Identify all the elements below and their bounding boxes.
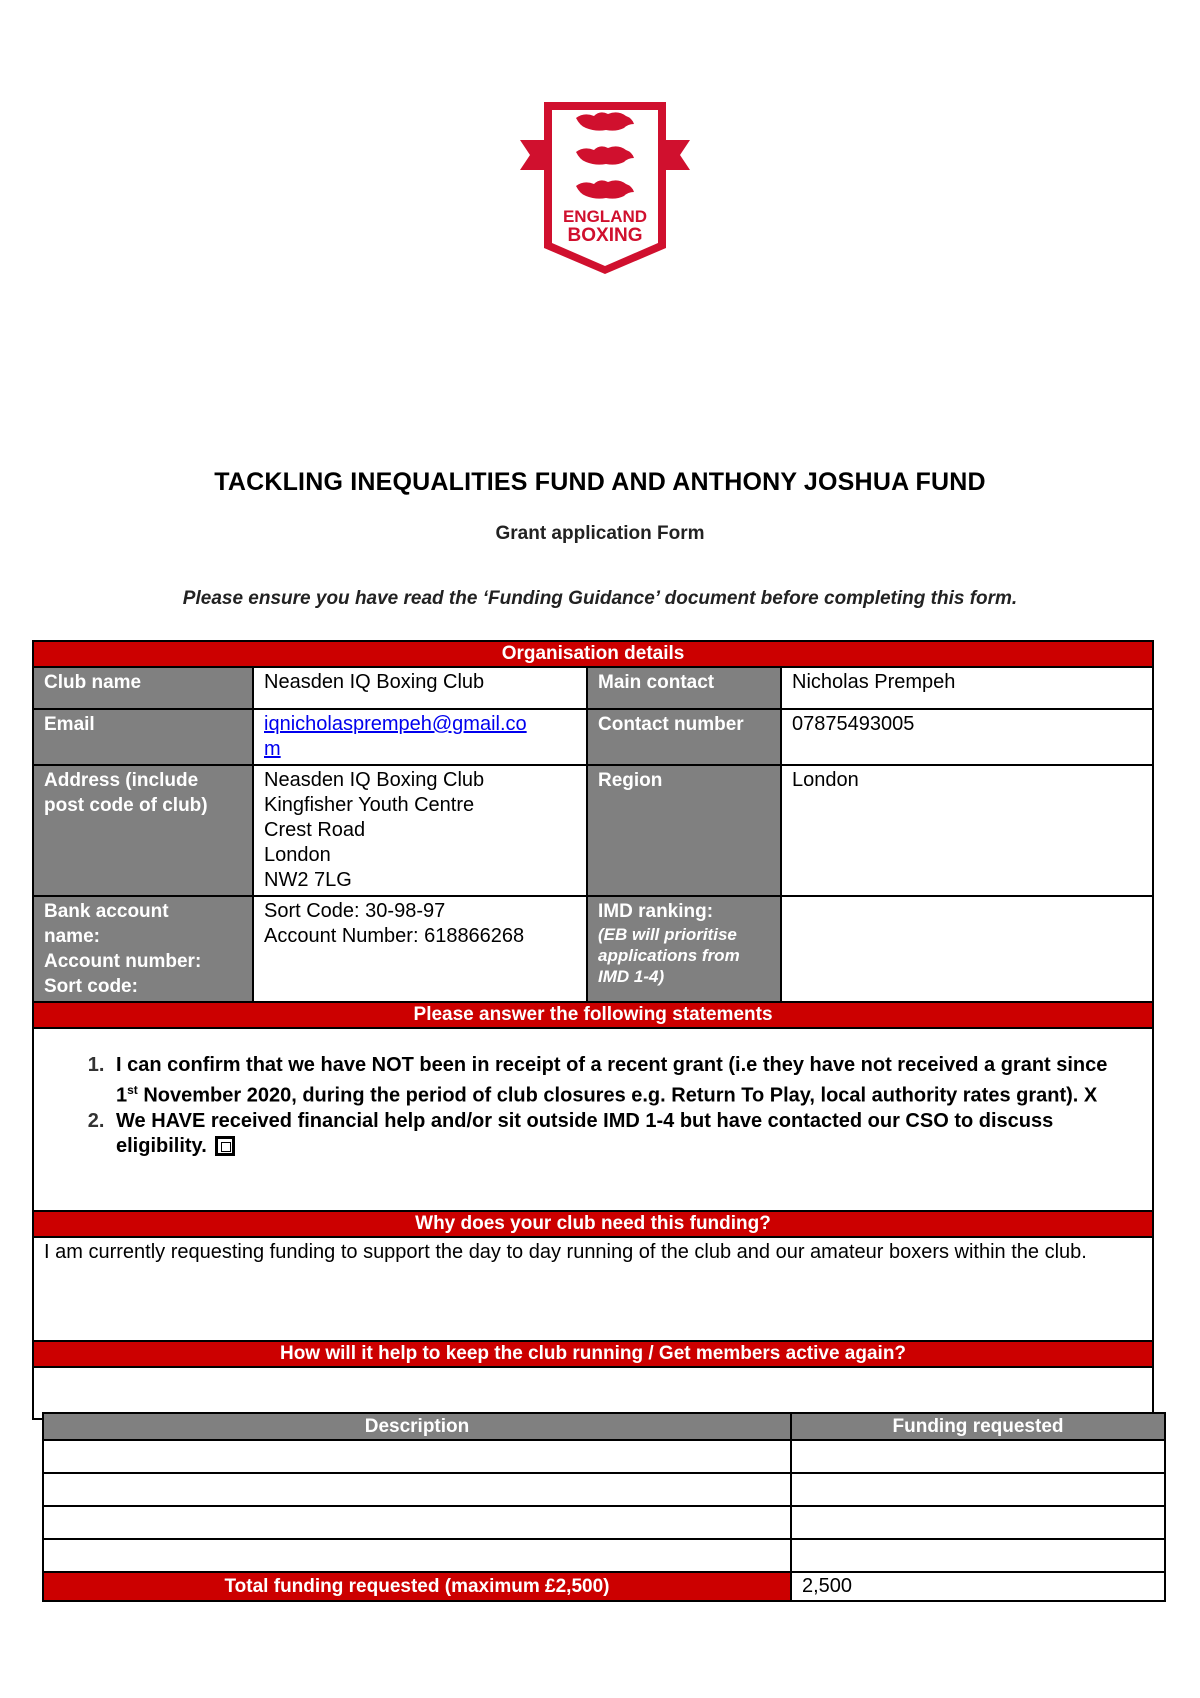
club-name-field[interactable]: Neasden IQ Boxing Club	[253, 667, 587, 709]
svg-text:ENGLAND: ENGLAND	[562, 207, 648, 226]
why-funding-answer[interactable]: I am currently requesting funding to support the day to day running of the club and our amateur boxers within the club.	[33, 1237, 1153, 1341]
region-field[interactable]: London	[781, 765, 1153, 896]
address-field[interactable]: Neasden IQ Boxing Club Kingfisher Youth Centre Crest Road London NW2 7LG	[253, 765, 587, 896]
imd-ranking-field[interactable]	[781, 896, 1153, 1002]
main-contact-field[interactable]: Nicholas Prempeh	[781, 667, 1153, 709]
email-link-continued[interactable]: m	[264, 738, 281, 760]
main-contact-label: Main contact	[587, 667, 781, 709]
region-label: Region	[587, 765, 781, 896]
how-help-header: How will it help to keep the club running / Get members active again?	[33, 1341, 1153, 1367]
england-boxing-logo	[516, 98, 694, 276]
organisation-details-header: Organisation details	[33, 641, 1153, 667]
statements-header: Please answer the following statements	[33, 1002, 1153, 1028]
description-column-header: Description	[43, 1413, 791, 1440]
requested-cell[interactable]	[791, 1506, 1165, 1539]
table-row	[43, 1440, 1165, 1473]
funding-requested-column-header: Funding requested	[791, 1413, 1165, 1440]
document-subtitle: Grant application Form	[495, 523, 705, 544]
imd-ranking-label: IMD ranking: (EB will prioritise applications from IMD 1-4)	[587, 896, 781, 1002]
why-funding-header: Why does your club need this funding?	[33, 1211, 1153, 1237]
email-label: Email	[33, 709, 253, 765]
total-funding-value[interactable]: 2,500	[791, 1572, 1165, 1601]
description-cell[interactable]	[43, 1539, 791, 1572]
svg-text:BOXING: BOXING	[567, 225, 643, 246]
requested-cell[interactable]	[791, 1440, 1165, 1473]
description-cell[interactable]	[43, 1506, 791, 1539]
statements-section	[33, 1028, 1153, 1211]
email-link[interactable]: iqnicholasprempeh@gmail.co	[264, 713, 527, 735]
organisation-form	[32, 640, 1154, 1420]
club-name-label: Club name	[33, 667, 253, 709]
address-label: Address (include post code of club)	[33, 765, 253, 896]
guidance-note: Please ensure you have read the ‘Funding Guidance’ document before completing this form.	[182, 588, 1018, 609]
requested-cell[interactable]	[791, 1473, 1165, 1506]
table-row	[43, 1506, 1165, 1539]
imd-ranking-note: (EB will prioritise applications from IMD 1-4)	[598, 925, 740, 986]
table-row	[43, 1473, 1165, 1506]
bank-details-label: Bank account name: Account number: Sort code:	[33, 896, 253, 1002]
contact-number-field[interactable]: 07875493005	[781, 709, 1153, 765]
email-field[interactable]	[253, 709, 587, 765]
document-title: TACKLING INEQUALITIES FUND AND ANTHONY JOSHUA FUND	[214, 468, 986, 496]
description-cell[interactable]	[43, 1440, 791, 1473]
description-cell[interactable]	[43, 1473, 791, 1506]
table-row	[43, 1539, 1165, 1572]
requested-cell[interactable]	[791, 1539, 1165, 1572]
contact-number-label: Contact number	[587, 709, 781, 765]
funding-table	[42, 1412, 1166, 1602]
statement-1: 1. I can confirm that we have NOT been in receipt of a recent grant (i.e they have not received a grant since 1st November 2020, during the period of club closures e.g. Return To Play, local authority rates grant). X	[110, 1053, 1112, 1109]
total-funding-label: Total funding requested (maximum £2,500)	[43, 1572, 791, 1601]
statement-2: 2. We HAVE received financial help and/or sit outside IMD 1-4 but have contacted our CSO to discuss eligibility.	[110, 1109, 1112, 1159]
bank-details-field[interactable]: Sort Code: 30-98-97 Account Number: 618866268	[253, 896, 587, 1002]
statement-2-checkbox[interactable]	[215, 1136, 235, 1156]
